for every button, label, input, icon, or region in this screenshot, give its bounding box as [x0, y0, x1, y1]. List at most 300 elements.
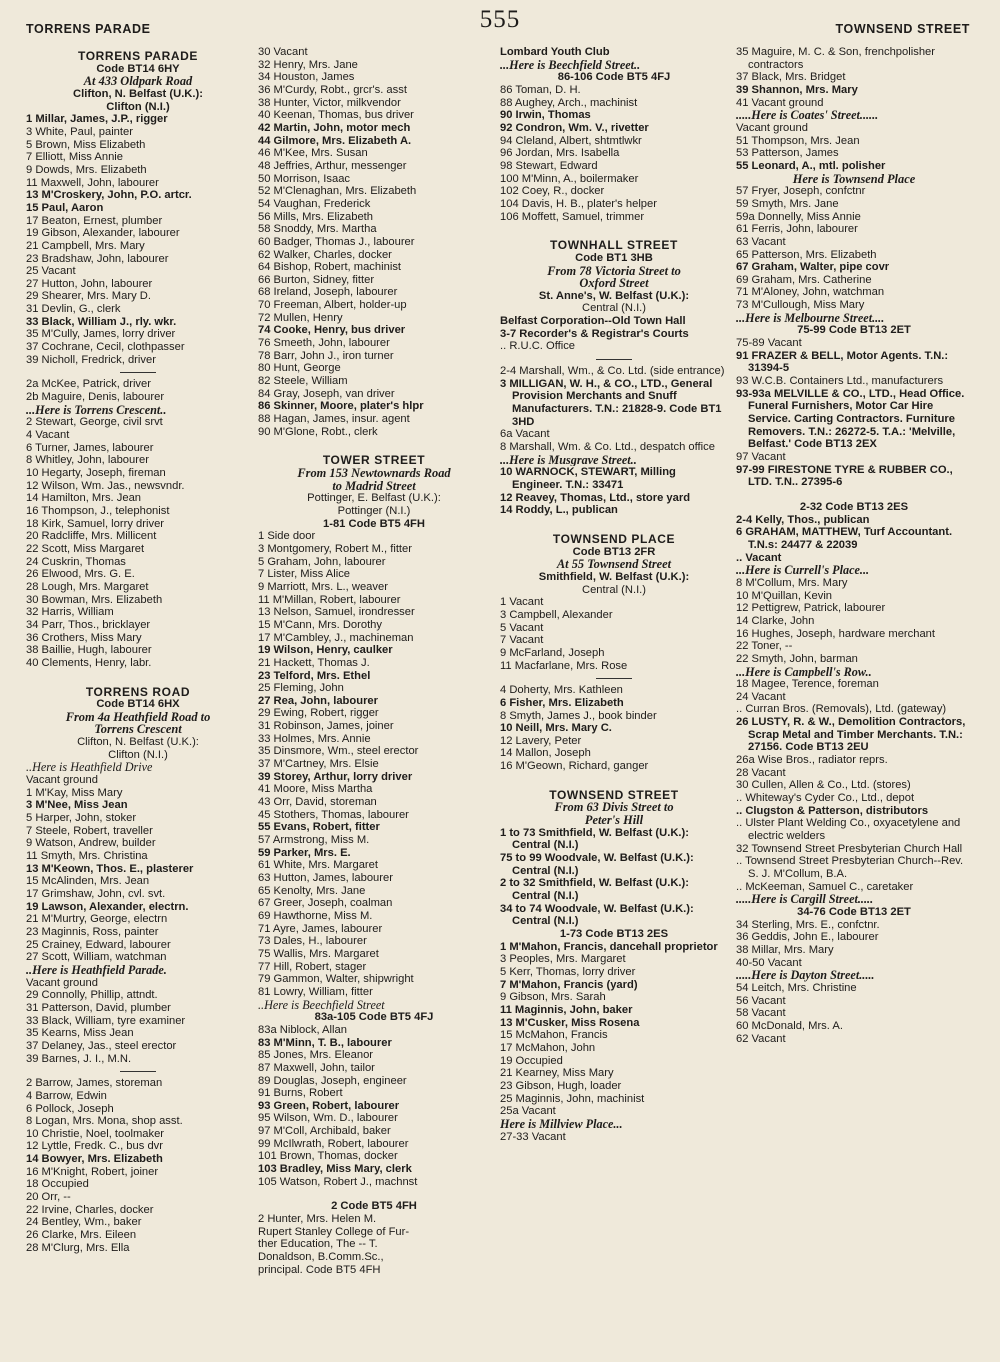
entry-line: 22 Smyth, John, barman — [736, 652, 858, 665]
entry-line: 69 Hawthorne, Miss M. — [258, 909, 373, 922]
entry-line: 57 Armstrong, Miss M. — [258, 834, 370, 847]
entry-line: 18 Occupied — [26, 1178, 89, 1191]
entry-line: 43 Orr, David, storeman — [258, 796, 377, 809]
entry-line: 16 Thompson, J., telephonist — [26, 504, 170, 517]
entry-line: 5 Harper, John, stoker — [26, 812, 137, 825]
entry-line: 93-93a MELVILLE & CO., LTD., Head Office. Funeral Furnishers, Motor Car Hire Service. Carting Contractors. Furniture Removers. T.N.: 26272-5. T.A.: 'Melville, Belfast.' Code BT13 2EX — [736, 387, 965, 451]
street-note: At 55 Townsend Street — [556, 558, 672, 571]
entry-line: 40-50 Vacant — [736, 956, 802, 969]
entry-line: 91 Burns, Robert — [258, 1087, 343, 1100]
entry-line: 38 Millar, Mrs. Mary — [736, 943, 834, 956]
entry-line: 11 Maxwell, John, labourer — [26, 176, 159, 189]
entry-line: 34 to 74 Woodvale, W. Belfast (U.K.): Central (N.I.) — [500, 902, 694, 928]
entry-line: 90 Irwin, Thomas — [500, 109, 591, 122]
spacer — [258, 1188, 490, 1200]
street-heading: TOWER STREET — [322, 454, 426, 467]
entry-line: 64 Bishop, Robert, machinist — [258, 261, 402, 274]
entry-line: 4 Doherty, Mrs. Kathleen — [500, 684, 623, 697]
entry-line: 23 Maginnis, Ross, painter — [26, 925, 159, 938]
entry-line: 88 Aughey, Arch., machinist — [500, 96, 638, 109]
street-note: ...Here is Currell's Place... — [736, 564, 870, 577]
entry-line: 68 Ireland, Joseph, labourer — [258, 286, 398, 299]
entry-line: 21 Campbell, Mrs. Mary — [26, 239, 145, 252]
entry-line: 2-4 Kelly, Thos., publican — [736, 513, 870, 526]
entry-line: 71 Ayre, James, labourer — [258, 922, 383, 935]
entry-line: 14 Mallon, Joseph — [500, 747, 591, 760]
entry-line: 9 Gibson, Mrs. Sarah — [500, 991, 606, 1004]
entry-line: 24 Bentley, Wm., baker — [26, 1216, 142, 1229]
entry-line: 100 M'Minn, A., boilermaker — [500, 172, 639, 185]
entry-line: 97 M'Coll, Archibald, baker — [258, 1125, 391, 1138]
entry-line: 86 Toman, D. H. — [500, 83, 581, 96]
entry-line: 25 Crainey, Edward, labourer — [26, 938, 171, 951]
entry-line: 13 M'Croskery, John, P.O. artcr. — [26, 189, 192, 202]
entry-line: 60 Badger, Thomas J., labourer — [258, 235, 415, 248]
street-note: .....Here is Coates' Street...... — [736, 109, 879, 122]
entry-line: 76 Smeeth, John, labourer — [258, 337, 390, 350]
entry-line: 61 White, Mrs. Margaret — [258, 859, 378, 872]
entry-line: principal. Code BT5 4FH — [258, 1263, 381, 1276]
street-heading: TOWNSEND PLACE — [552, 532, 676, 546]
entry-line: 24 Vacant — [736, 690, 786, 703]
entry-line: .. Curran Bros. (Removals), Ltd. (gateway) — [736, 703, 947, 716]
entry-line: Vacant ground — [26, 976, 98, 989]
street-note: At 433 Oldpark Road — [83, 75, 193, 88]
entry-line: 72 Mullen, Henry — [258, 311, 343, 324]
entry-line: 60 McDonald, Mrs. A. — [736, 1019, 843, 1032]
entry-line: 62 Walker, Charles, docker — [258, 248, 392, 261]
entry-line: 85 Jones, Mrs. Eleanor — [258, 1049, 374, 1062]
entry-line: 26 LUSTY, R. & W., Demolition Contractors, Scrap Metal and Timber Merchants. T.N.: 27156. Code BT13 2EU — [736, 716, 966, 754]
entry-line: 56 Mills, Mrs. Elizabeth — [258, 210, 374, 223]
entry-line: 17 Grimshaw, John, cvl. svt. — [26, 888, 166, 900]
entry-line: 63 Vacant — [736, 235, 786, 248]
entry-line: 54 Leitch, Mrs. Christine — [736, 981, 857, 994]
entry-line: 10 M'Quillan, Kevin — [736, 589, 833, 602]
entry-line: 35 Kearns, Miss Jean — [26, 1027, 134, 1040]
entry-line: 33 Black, William, tyre examiner — [26, 1014, 186, 1027]
entry-line: 88 Hagan, James, insur. agent — [258, 413, 410, 426]
entry-line: 15 M'Cann, Mrs. Dorothy — [258, 618, 382, 631]
entry-line: 23 Gibson, Hugh, loader — [500, 1079, 622, 1092]
entry-line: 38 Baillie, Hugh, labourer — [26, 644, 152, 657]
code-line: Clifton (N.I.) — [106, 100, 170, 113]
street-note: ...Here is Beechfield Street.. — [500, 58, 641, 72]
entry-line: 11 M'Millan, Robert, labourer — [258, 593, 401, 606]
entry-line: 97 Vacant — [736, 451, 786, 463]
code-line: Clifton (N.I.) — [108, 748, 168, 761]
entry-line: 10 Neill, Mrs. Mary C. — [500, 722, 612, 735]
entry-line: 35 Maguire, M. C. & Son, frenchpolisher contractors — [736, 46, 935, 71]
entry-line: 93 Green, Robert, labourer — [258, 1099, 400, 1112]
entry-line: 56 Vacant — [736, 994, 786, 1007]
street-note: ..Here is Heathfield Parade. — [26, 963, 167, 977]
entry-line: 19 Wilson, Henry, caulker — [258, 644, 393, 657]
code-line: 86-106 Code BT5 4FJ — [557, 71, 671, 84]
entry-line: 6 Turner, James, labourer — [26, 441, 154, 454]
entry-line: 9 McFarland, Joseph — [500, 646, 605, 659]
entry-line: 2 Hunter, Mrs. Helen M. — [258, 1213, 377, 1226]
entry-line: 83 M'Minn, T. B., labourer — [258, 1036, 392, 1049]
entry-line: 41 Moore, Miss Martha — [258, 783, 373, 796]
entry-line: 2 Barrow, James, storeman — [26, 1077, 163, 1090]
entry-line: 27 Hutton, John, labourer — [26, 277, 153, 290]
entry-line: 34 Parr, Thos., bricklayer — [26, 618, 151, 631]
entry-line: 3 Montgomery, Robert M., fitter — [258, 542, 412, 555]
entry-line: 54 Vaughan, Frederick — [258, 197, 371, 210]
entry-line: 63 Hutton, James, labourer — [258, 872, 393, 884]
entry-line: 39 Shannon, Mrs. Mary — [736, 83, 858, 96]
entry-line: 1 M'Kay, Miss Mary — [26, 786, 123, 799]
street-note: Oxford Street — [579, 277, 649, 290]
entry-line: 58 Vacant — [736, 1007, 786, 1020]
entry-line: 36 M'Curdy, Robt., grcr's. asst — [258, 83, 407, 96]
entry-line: 12 Wilson, Wm. Jas., newsvndr. — [26, 479, 185, 492]
entry-line: 13 M'Keown, Thos. E., plasterer — [26, 862, 194, 875]
entry-line: 70 Freeman, Albert, holder-up — [258, 299, 407, 312]
street-note: ...Here is Torrens Crescent.. — [26, 403, 167, 417]
code-line: Code BT13 2FR — [572, 545, 656, 558]
entry-line: 37 Cochrane, Cecil, clothpasser — [26, 341, 185, 354]
code-line: 1-81 Code BT5 4FH — [323, 517, 425, 530]
entry-line: 31 Patterson, David, plumber — [26, 1001, 171, 1014]
entry-line: 2b Maguire, Denis, labourer — [26, 391, 165, 404]
entry-line: 96 Jordan, Mrs. Isabella — [500, 147, 620, 160]
entry-line: 25 Maginnis, John, machinist — [500, 1092, 645, 1105]
entry-line: 34 Houston, James — [258, 71, 355, 84]
entry-line: Donaldson, B.Comm.Sc., — [258, 1251, 384, 1264]
entry-line: 25 Fleming, John — [258, 682, 344, 695]
entry-line: 12 Pettigrew, Patrick, labourer — [736, 602, 886, 615]
entry-line: 10 Hegarty, Joseph, fireman — [26, 467, 166, 479]
entry-line: 29 Connolly, Phillip, attndt. — [26, 989, 158, 1002]
entry-line: 3 Campbell, Alexander — [500, 608, 613, 621]
entry-line: 6a Vacant — [500, 428, 550, 441]
code-line: Code BT14 6HX — [96, 698, 180, 711]
entry-line: .. Vacant — [736, 551, 782, 564]
entry-line: 62 Vacant — [736, 1032, 786, 1045]
entry-line: 78 Barr, John J., iron turner — [258, 349, 394, 362]
entry-line: 14 Clarke, John — [736, 614, 815, 627]
entry-line: 41 Vacant ground — [736, 96, 824, 109]
entry-line: 50 Morrison, Isaac — [258, 172, 351, 185]
entry-line: 3 M'Nee, Miss Jean — [26, 799, 128, 812]
entry-line: 28 M'Clurg, Mrs. Ella — [26, 1241, 130, 1254]
entry-line: 23 Telford, Mrs. Ethel — [258, 669, 371, 682]
street-note: .....Here is Cargill Street..... — [736, 893, 874, 906]
entry-line: 13 Nelson, Samuel, irondresser — [258, 606, 415, 619]
entry-line: 3 MILLIGAN, W. H., & CO., LTD., General Provision Merchants and Snuff Manufacturers. T.N.: 21828-9. Code BT1 3HD — [500, 377, 722, 428]
entry-line: 53 Patterson, James — [736, 147, 839, 160]
street-note: ...Here is Campbell's Row.. — [736, 665, 872, 679]
code-line: 34-76 Code BT13 2ET — [797, 905, 911, 918]
entry-line: 55 Evans, Robert, fitter — [258, 821, 380, 834]
spacer — [26, 670, 250, 682]
entry-line: 31 Devlin, G., clerk — [26, 303, 121, 316]
entry-line: 5 Graham, John, labourer — [258, 555, 386, 568]
entry-line: 37 M'Cartney, Mrs. Elsie — [258, 758, 379, 771]
street-note: ...Here is Musgrave Street.. — [500, 453, 637, 467]
entry-line: 3 White, Paul, painter — [26, 125, 133, 138]
entry-line: 8 M'Collum, Mrs. Mary — [736, 576, 848, 589]
section-rule — [26, 366, 250, 378]
street-note: From 63 Divis Street to — [554, 801, 674, 815]
entry-line: 39 Storey, Arthur, lorry driver — [258, 770, 413, 783]
entry-line: 35 M'Cully, James, lorry driver — [26, 328, 176, 341]
street-heading: TOWNSEND STREET — [549, 788, 679, 802]
entry-line: 46 M'Kee, Mrs. Susan — [258, 147, 368, 160]
entry-line: 19 Gibson, Alexander, labourer — [26, 227, 180, 240]
entry-line: 74 Cooke, Henry, bus driver — [258, 324, 406, 337]
entry-line: 34 Sterling, Mrs. E., confctnr. — [736, 918, 880, 931]
entry-line: 40 Clements, Henry, labr. — [26, 656, 152, 669]
code-line: 2-32 Code BT13 2ES — [799, 500, 909, 513]
entry-line: 7 Vacant — [500, 634, 544, 647]
entry-line: 39 Barnes, J. I., M.N. — [26, 1052, 132, 1065]
entry-line: .. R.U.C. Office — [500, 340, 576, 353]
entry-line: 1 to 73 Smithfield, W. Belfast (U.K.): Central (N.I.) — [500, 826, 689, 852]
entry-line: 59 Smyth, Mrs. Jane — [736, 197, 839, 210]
entry-line: 21 M'Murtry, George, electrn — [26, 913, 168, 926]
entry-line: 12 Lavery, Peter — [500, 734, 582, 747]
entry-line: Rupert Stanley College of Fur- — [258, 1225, 410, 1238]
entry-line: 13 M'Cusker, Miss Rosena — [500, 1016, 640, 1029]
street-heading: TOWNHALL STREET — [550, 239, 678, 252]
entry-line: .. Whiteway's Cyder Co., Ltd., depot — [736, 792, 915, 805]
entry-line: 57 Fryer, Joseph, confctnr — [736, 185, 866, 198]
entry-line: 11 Smyth, Mrs. Christina — [26, 850, 148, 863]
entry-line: 30 Bowman, Mrs. Elizabeth — [26, 593, 163, 606]
entry-line: 36 Crothers, Miss Mary — [26, 631, 142, 644]
running-head-right: TOWNSEND STREET — [835, 22, 970, 36]
entry-line: 1 Side door — [258, 530, 316, 543]
entry-line: 3 Peoples, Mrs. Margaret — [500, 953, 626, 966]
entry-line: 21 Kearney, Miss Mary — [500, 1067, 614, 1080]
section-rule — [500, 353, 728, 365]
entry-line: 73 Dales, H., labourer — [258, 935, 367, 948]
entry-line: 84 Gray, Joseph, van driver — [258, 387, 395, 400]
entry-line: 97-99 FIRESTONE TYRE & RUBBER CO., LTD. T.N.. 27395-6 — [736, 463, 953, 489]
entry-line: 22 Scott, Miss Margaret — [26, 542, 145, 555]
entry-line: 9 Marriott, Mrs. L., weaver — [258, 580, 388, 593]
entry-line: 9 Dowds, Mrs. Elizabeth — [26, 163, 147, 176]
entry-line: 5 Brown, Miss Elizabeth — [26, 138, 146, 151]
entry-line: 58 Snoddy, Mrs. Martha — [258, 223, 377, 236]
code-line: Central (N.I.) — [581, 302, 647, 315]
entry-line: 83a Niblock, Allan — [258, 1023, 347, 1036]
entry-line: 15 McMahon, Francis — [500, 1029, 608, 1042]
entry-line: 45 Stothers, Thomas, labourer — [258, 808, 409, 821]
entry-line: 27 Rea, John, labourer — [258, 694, 378, 707]
entry-line: Lombard Youth Club — [500, 46, 610, 58]
entry-line: .. Ulster Plant Welding Co., oxyacetylene and electric welders — [736, 817, 961, 843]
entry-line: 104 Davis, H. B., plater's helper — [500, 197, 657, 210]
entry-line: 6 Pollock, Joseph — [26, 1102, 114, 1115]
entry-line: 21 Hackett, Thomas J. — [258, 656, 370, 669]
directory-column-3 — [500, 46, 728, 1354]
entry-line: 35 Dinsmore, Wm., steel erector — [258, 745, 419, 758]
entry-line: 81 Lowry, William, fitter — [258, 985, 373, 998]
entry-line: 29 Ewing, Robert, rigger — [258, 707, 379, 720]
entry-line: 30 Vacant — [258, 46, 308, 58]
entry-line: 95 Wilson, Wm. D., labourer — [258, 1112, 398, 1125]
spacer — [500, 773, 728, 785]
entry-line: 77 Hill, Robert, stager — [258, 960, 367, 973]
entry-line: 90 M'Glone, Robt., clerk — [258, 425, 378, 438]
code-line: Pottinger (N.I.) — [337, 504, 411, 517]
entry-line: 79 Gammon, Walter, shipwright — [258, 973, 414, 986]
entry-line: Vacant ground — [26, 774, 98, 787]
entry-line: 10 Christie, Noel, toolmaker — [26, 1127, 165, 1140]
entry-line: 22 Irvine, Charles, docker — [26, 1203, 154, 1216]
entry-line: 5 Kerr, Thomas, lorry driver — [500, 965, 636, 978]
entry-line: 19 Lawson, Alexander, electrn. — [26, 900, 189, 913]
code-line: Code BT1 3HB — [575, 251, 653, 264]
entry-line: 8 Marshall, Wm. & Co. Ltd., despatch office — [500, 441, 715, 454]
entry-line: 4 Barrow, Edwin — [26, 1089, 107, 1102]
page-header — [0, 0, 1000, 44]
entry-line: 18 Kirk, Samuel, lorry driver — [26, 517, 165, 530]
running-head-left: TORRENS PARADE — [26, 22, 151, 36]
entry-line: 7 Elliott, Miss Annie — [26, 151, 123, 164]
entry-line: 71 M'Aloney, John, watchman — [736, 286, 885, 299]
entry-line: 92 Condron, Wm. V., rivetter — [500, 121, 649, 134]
code-line: 2 Code BT5 4FH — [331, 1200, 417, 1213]
entry-line: 16 M'Knight, Robert, joiner — [26, 1165, 159, 1178]
entry-line: 20 Orr, -- — [26, 1191, 71, 1204]
entry-line: 1 Millar, James, J.P., rigger — [26, 113, 168, 126]
entry-line: 11 Macfarlane, Mrs. Rose — [500, 659, 628, 672]
entry-line: 42 Martin, John, motor mech — [258, 121, 411, 134]
entry-line: 59a Donnelly, Miss Annie — [736, 210, 861, 223]
street-heading: TORRENS ROAD — [85, 685, 191, 699]
street-heading: TORRENS PARADE — [78, 50, 198, 63]
entry-line: 12 Lyttle, Fredk. C., bus dvr — [26, 1140, 163, 1153]
entry-line: 1 Vacant — [500, 596, 544, 609]
entry-line: 33 Black, William J., rly. wkr. — [26, 315, 177, 328]
entry-line: 38 Hunter, Victor, milkvendor — [258, 96, 401, 109]
entry-line: 14 Hamilton, Mrs. Jean — [26, 492, 142, 505]
code-line: Clifton, N. Belfast (U.K.): — [73, 87, 203, 100]
entry-line: 67 Greer, Joseph, coalman — [258, 897, 393, 910]
directory-column-1 — [26, 46, 250, 1354]
entry-line: 16 Hughes, Joseph, hardware merchant — [736, 627, 936, 640]
street-note: Here is Millview Place... — [500, 1117, 623, 1131]
entry-line: 75-89 Vacant — [736, 337, 802, 350]
spacer — [500, 223, 728, 235]
entry-line: 8 Whitley, John, labourer — [26, 454, 149, 467]
entry-line: 28 Lough, Mrs. Margaret — [26, 580, 149, 593]
entry-line: 7 Lister, Miss Alice — [258, 568, 351, 581]
entry-line: 17 Beaton, Ernest, plumber — [26, 214, 163, 227]
code-line: Code BT14 6HY — [96, 62, 180, 75]
street-note: .....Here is Dayton Street..... — [736, 969, 875, 982]
entry-line: 39 Nicholl, Fredrick, driver — [26, 353, 156, 366]
entry-line: 106 Moffett, Samuel, trimmer — [500, 210, 645, 223]
code-line: 1-73 Code BT13 2ES — [559, 928, 669, 940]
entry-line: 69 Graham, Mrs. Catherine — [736, 273, 872, 286]
entry-line: 5 Vacant — [500, 621, 544, 634]
street-note: to Madrid Street — [332, 479, 416, 493]
entry-line: 7 M'Mahon, Francis (yard) — [500, 978, 638, 991]
entry-line: 29 Shearer, Mrs. Mary D. — [26, 290, 151, 303]
entry-line: 32 Townsend Street Presbyterian Church Hall — [736, 842, 963, 855]
entry-line: 55 Leonard, A., mtl. polisher — [736, 159, 886, 172]
code-line: Pottinger, E. Belfast (U.K.): — [307, 492, 441, 505]
entry-line: 93 W.C.B. Containers Ltd., manufacturers — [736, 375, 944, 388]
code-line: Smithfield, W. Belfast (U.K.): — [538, 570, 690, 583]
street-note: From 153 Newtownards Road — [297, 467, 451, 480]
entry-line: 30 Cullen, Allen & Co., Ltd. (stores) — [736, 779, 911, 792]
entry-line: 33 Holmes, Mrs. Annie — [258, 732, 371, 745]
entry-line: ther Education, The -- T. — [258, 1238, 378, 1251]
entry-line: Vacant ground — [736, 121, 808, 134]
code-line: Clifton, N. Belfast (U.K.): — [77, 736, 199, 749]
entry-line: 32 Henry, Mrs. Jane — [258, 58, 358, 71]
entry-line: 15 McAlinden, Mrs. Jean — [26, 875, 150, 888]
spacer — [500, 517, 728, 529]
entry-line: 61 Ferris, John, labourer — [736, 223, 858, 236]
entry-line: 26 Clarke, Mrs. Eileen — [26, 1229, 137, 1242]
entry-line: .. McKeeman, Samuel C., caretaker — [736, 880, 914, 893]
entry-line: 89 Douglas, Joseph, engineer — [258, 1074, 407, 1087]
entry-line: .. Clugston & Patterson, distributors — [736, 804, 929, 817]
entry-line: 14 Bowyer, Mrs. Elizabeth — [26, 1153, 163, 1166]
entry-line: 98 Stewart, Edward — [500, 159, 598, 172]
entry-line: 66 Burton, Sidney, fitter — [258, 273, 375, 286]
code-line: 83a-105 Code BT5 4FJ — [314, 1011, 434, 1024]
entry-line: 9 Watson, Andrew, builder — [26, 837, 156, 850]
entry-line: 17 McMahon, John — [500, 1041, 596, 1054]
entry-line: 99 McIlwrath, Robert, labourer — [258, 1137, 409, 1150]
directory-column-4 — [736, 46, 972, 1354]
street-note: Here is Townsend Place — [792, 172, 916, 186]
entry-line: 73 M'Cullough, Miss Mary — [736, 299, 865, 312]
street-note: ..Here is Beechfield Street — [258, 998, 385, 1012]
entry-line: 27 Scott, William, watchman — [26, 951, 167, 964]
entry-line: 6 Fisher, Mrs. Elizabeth — [500, 696, 624, 709]
entry-line: 24 Cuskrin, Thomas — [26, 555, 126, 568]
entry-line: 44 Gilmore, Mrs. Elizabeth A. — [258, 134, 412, 147]
entry-line: 86 Skinner, Moore, plater's hlpr — [258, 400, 424, 413]
entry-line: 105 Watson, Robert J., machnst — [258, 1175, 418, 1188]
entry-line: 37 Black, Mrs. Bridget — [736, 71, 846, 84]
code-line: 75-99 Code BT13 2ET — [797, 324, 911, 337]
entry-line: Belfast Corporation--Old Town Hall — [500, 315, 686, 328]
entry-line: 52 M'Clenaghan, Mrs. Elizabeth — [258, 185, 417, 198]
street-note: ..Here is Heathfield Drive — [26, 761, 153, 775]
entry-line: 94 Cleland, Albert, shtmtlwkr — [500, 134, 642, 147]
entry-line: 15 Paul, Aaron — [26, 201, 104, 214]
entry-line: 8 Logan, Mrs. Mona, shop asst. — [26, 1115, 183, 1128]
entry-line: 59 Parker, Mrs. E. — [258, 846, 351, 859]
entry-line: 75 Wallis, Mrs. Margaret — [258, 947, 379, 960]
street-note: ...Here is Melbourne Street.... — [736, 311, 885, 325]
entry-line: 16 M'Geown, Richard, ganger — [500, 760, 649, 773]
entry-line: 87 Maxwell, John, tailor — [258, 1061, 375, 1074]
entry-line: 22 Toner, -- — [736, 640, 793, 653]
entry-line: 65 Kenolty, Mrs. Jane — [258, 884, 366, 897]
entry-line: 6 GRAHAM, MATTHEW, Turf Accountant. T.N.s: 24477 & 22039 — [736, 526, 953, 551]
entry-line: 48 Jeffries, Arthur, messenger — [258, 159, 407, 172]
entry-line: 2 to 32 Smithfield, W. Belfast (U.K.): Central (N.I.) — [500, 877, 689, 903]
entry-line: 102 Coey, R., docker — [500, 185, 605, 198]
entry-line: 12 Reavey, Thomas, Ltd., store yard — [500, 491, 691, 504]
entry-line: 4 Vacant — [26, 429, 70, 442]
entry-line: 27-33 Vacant — [500, 1130, 566, 1143]
entry-line: .. Townsend Street Presbyterian Church--Rev. S. J. M'Collum, B.A. — [736, 855, 964, 880]
entry-line: 17 M'Cambley, J., machineman — [258, 631, 414, 644]
